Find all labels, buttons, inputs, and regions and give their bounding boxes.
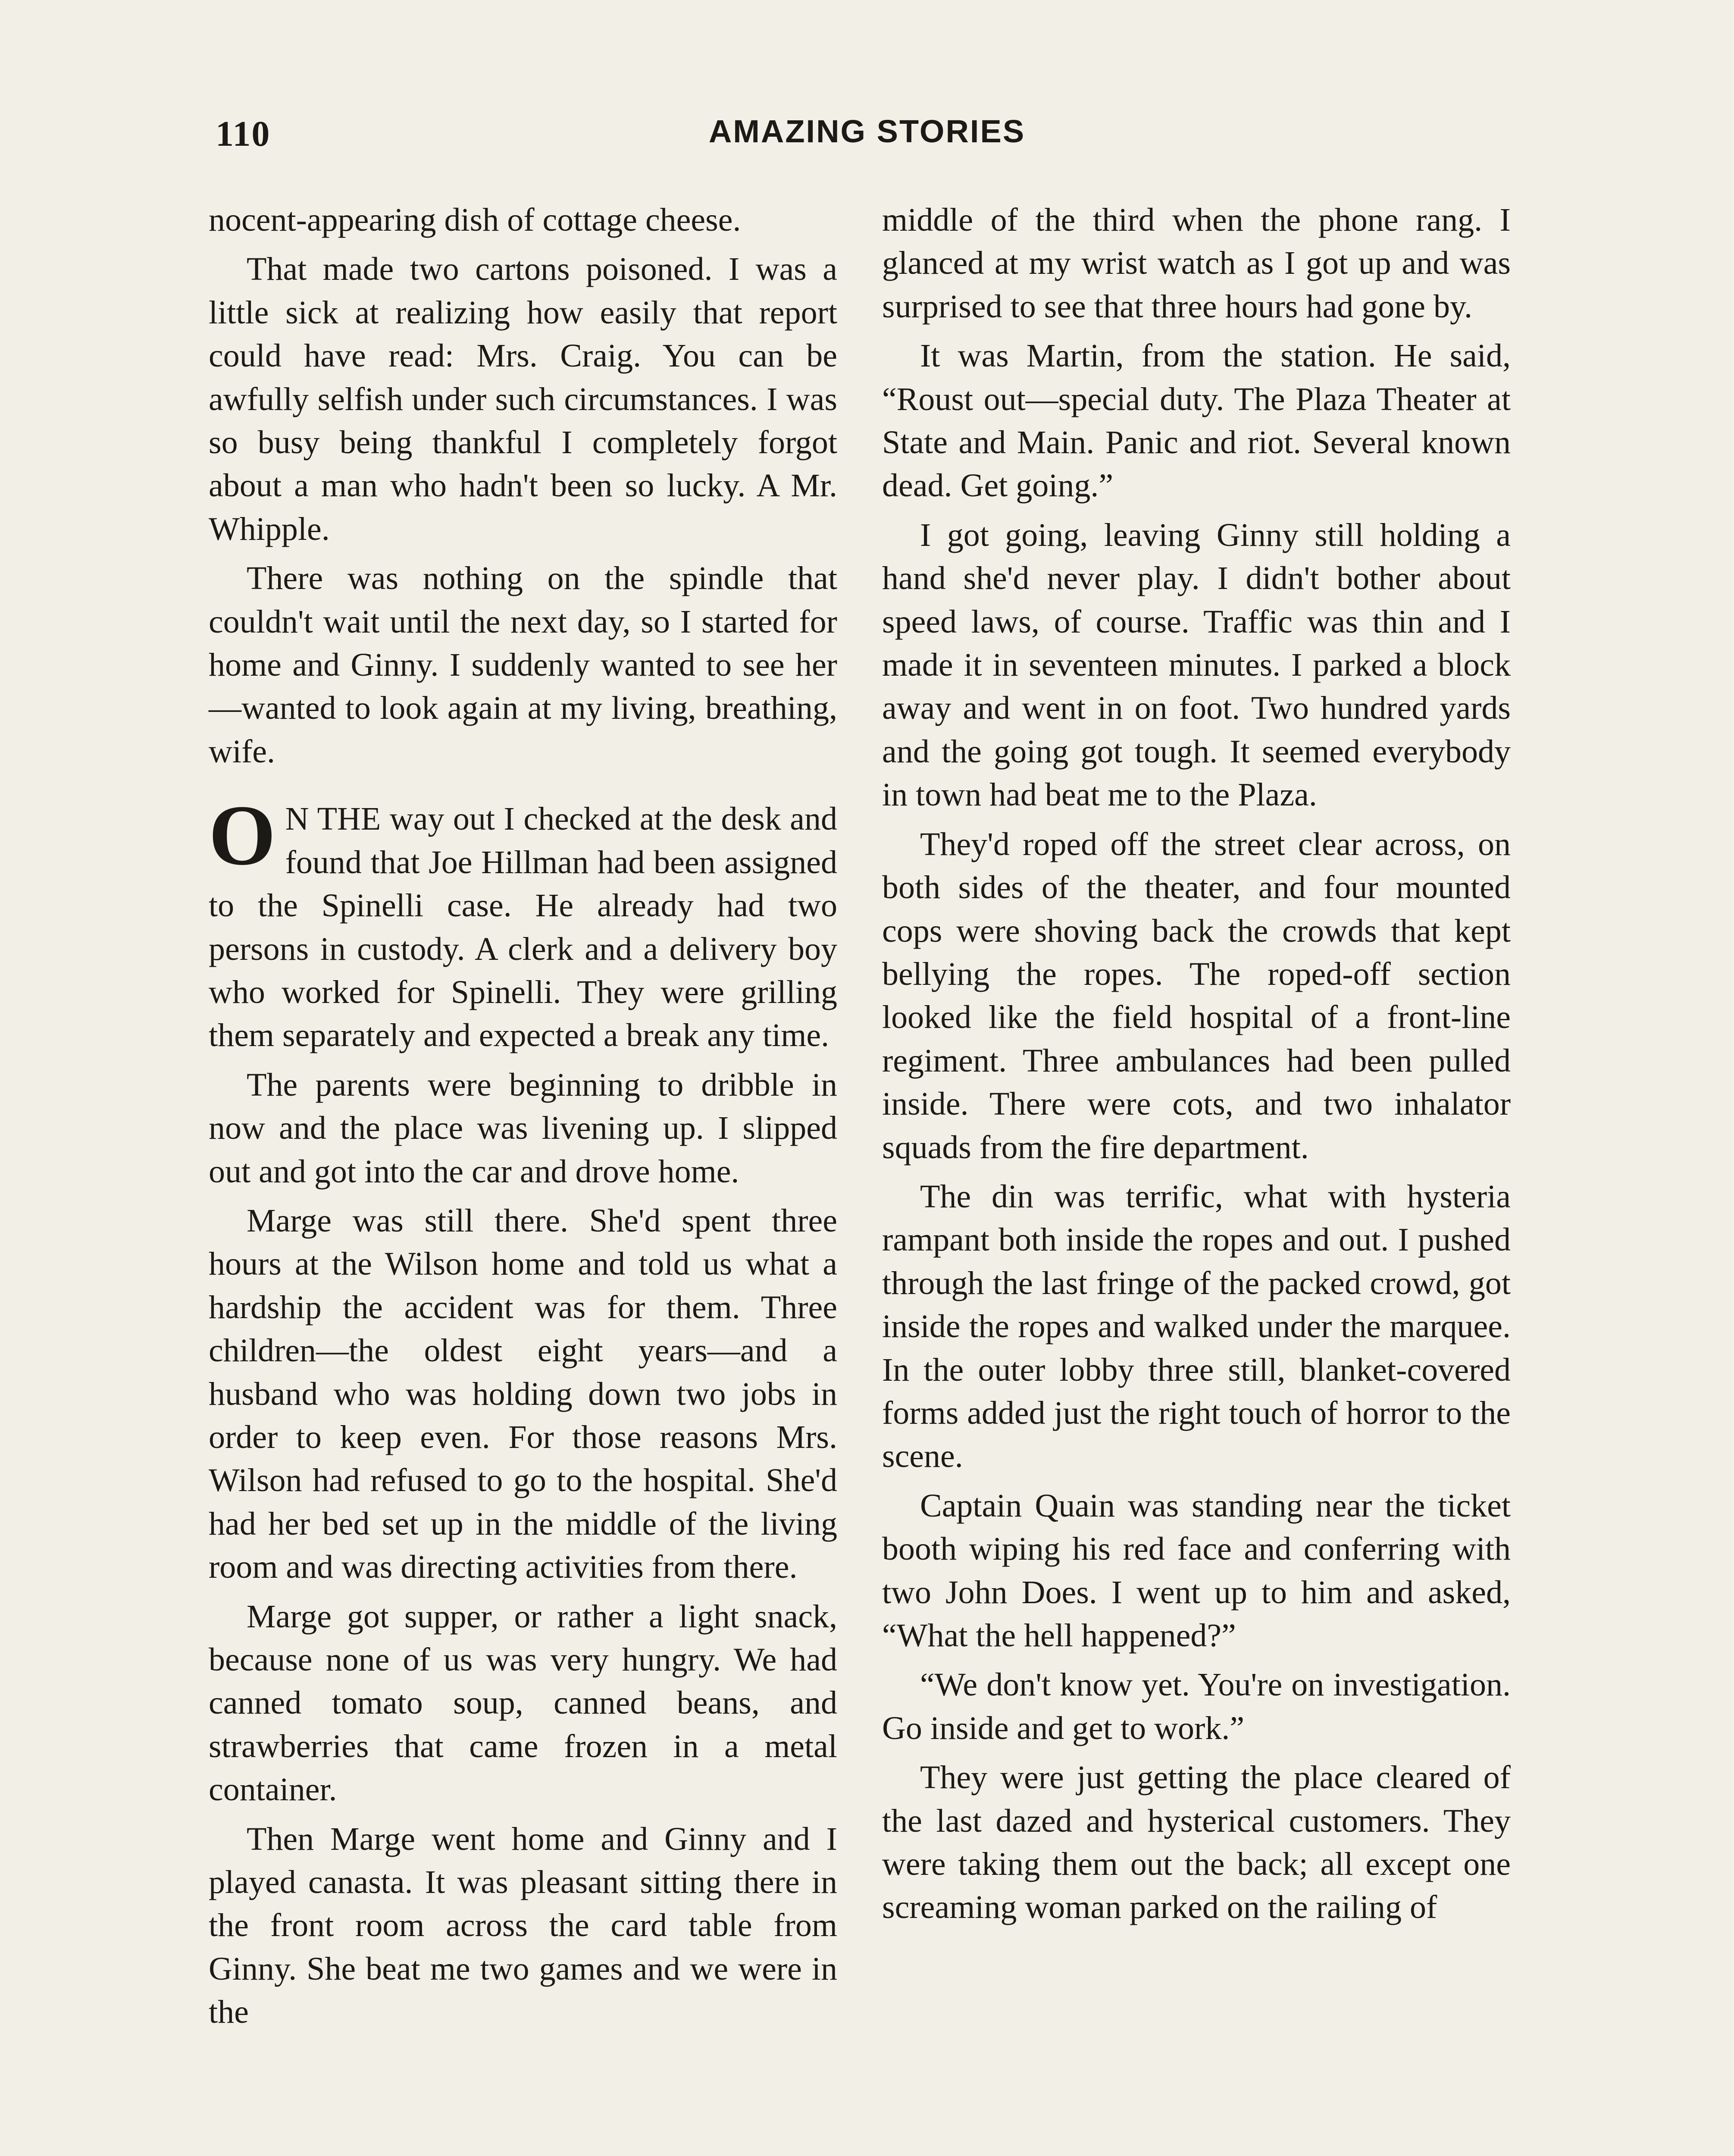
paragraph: There was nothing on the spindle that couldn't wait until the next day, so I started for home and Ginny. I suddenly wanted to see her—wanted to look again at my living, breathing, wife. <box>209 560 837 770</box>
paragraph: “We don't know yet. You're on investigation. Go inside and get to work.” <box>882 1667 1511 1746</box>
running-head-title: AMAZING STORIES <box>708 113 1026 149</box>
paragraph: They'd roped off the street clear across, on both sides of the theater, and four mounted cops were shoving back the crowds that kept bellying the ropes. The roped-off section looked like the field hospital of a front-line regiment. Three ambulances had been pulled inside. There were cots, and two inhalator squads from the fire department. <box>882 826 1511 1166</box>
paragraph: Marge was still there. She'd spent three hours at the Wilson home and told us what a hardship the accident was for them. Three children—the oldest eight years—and a husband who was holding down two jobs in order to keep even. For those reasons Mrs. Wilson had refused to go to the hospital. She'd had her bed set up in the middle of the living room and was directing activities from there. <box>209 1202 837 1586</box>
paragraph: middle of the third when the phone rang. I glanced at my wrist watch as I got up and was surprised to see that three hours had gone by. <box>882 202 1511 325</box>
paragraph: I got going, leaving Ginny still holding a hand she'd never play. I didn't bother about speed laws, of course. Traffic was thin and I made it in seventeen minutes. I parked a block away and went in on foot. Two hundred yards and the going got tough. It seemed everybody in town had beat me to the Plaza. <box>882 517 1511 813</box>
paragraph: Then Marge went home and Ginny and I played canasta. It was pleasant sitting there in the front room across the card table from Ginny. She beat me two games and we were in the <box>209 1821 837 2031</box>
section-start-text: N THE way out I checked at the desk and found that Joe Hillman had been assigned to the Spinelli case. He already had two persons in custody. A clerk and a delivery boy who worked for Spinelli. They were grilling them separately and expected a break any time. <box>209 801 837 1054</box>
paragraph: That made two cartons poisoned. I was a little sick at realizing how easily that report could have read: Mrs. Craig. You can be awfully selfish under such circumstances. I was so busy being thankful I completely forgot about a man who hadn't been so lucky. A Mr. Whipple. <box>209 251 837 547</box>
left-column <box>209 198 837 2040</box>
paragraph: The parents were beginning to dribble in now and the place was livening up. I slipped out and got into the car and drove home. <box>209 1066 837 1190</box>
paragraph: It was Martin, from the station. He said, “Roust out—special duty. The Plaza Theater at State and Main. Panic and riot. Several known dead. Get going.” <box>882 338 1511 504</box>
paragraph: Marge got supper, or rather a light snack, because none of us was very hungry. We had canned tomato soup, canned beans, and strawberries that came frozen in a metal container. <box>209 1598 837 1808</box>
paragraph: They were just getting the place cleared of the last dazed and hysterical customers. They were taking them out the back; all except one screaming woman parked on the railing of <box>882 1759 1511 1926</box>
page-number: 110 <box>216 114 271 154</box>
paragraph: nocent-appearing dish of cottage cheese. <box>209 202 741 238</box>
right-column <box>882 198 1511 1935</box>
paragraph: The din was terrific, what with hysteria rampant both inside the ropes and out. I pushed through the last fringe of the packed crowd, got inside the ropes and walked under the marquee. In the outer lobby three still, blanket-covered forms added just the right touch of horror to the scene. <box>882 1178 1511 1475</box>
paragraph: Captain Quain was standing near the ticket booth wiping his red face and conferring with two John Does. I went up to him and asked, “What the hell happened?” <box>882 1487 1511 1654</box>
section-start-paragraph <box>209 788 837 1057</box>
drop-cap: O <box>209 788 276 884</box>
